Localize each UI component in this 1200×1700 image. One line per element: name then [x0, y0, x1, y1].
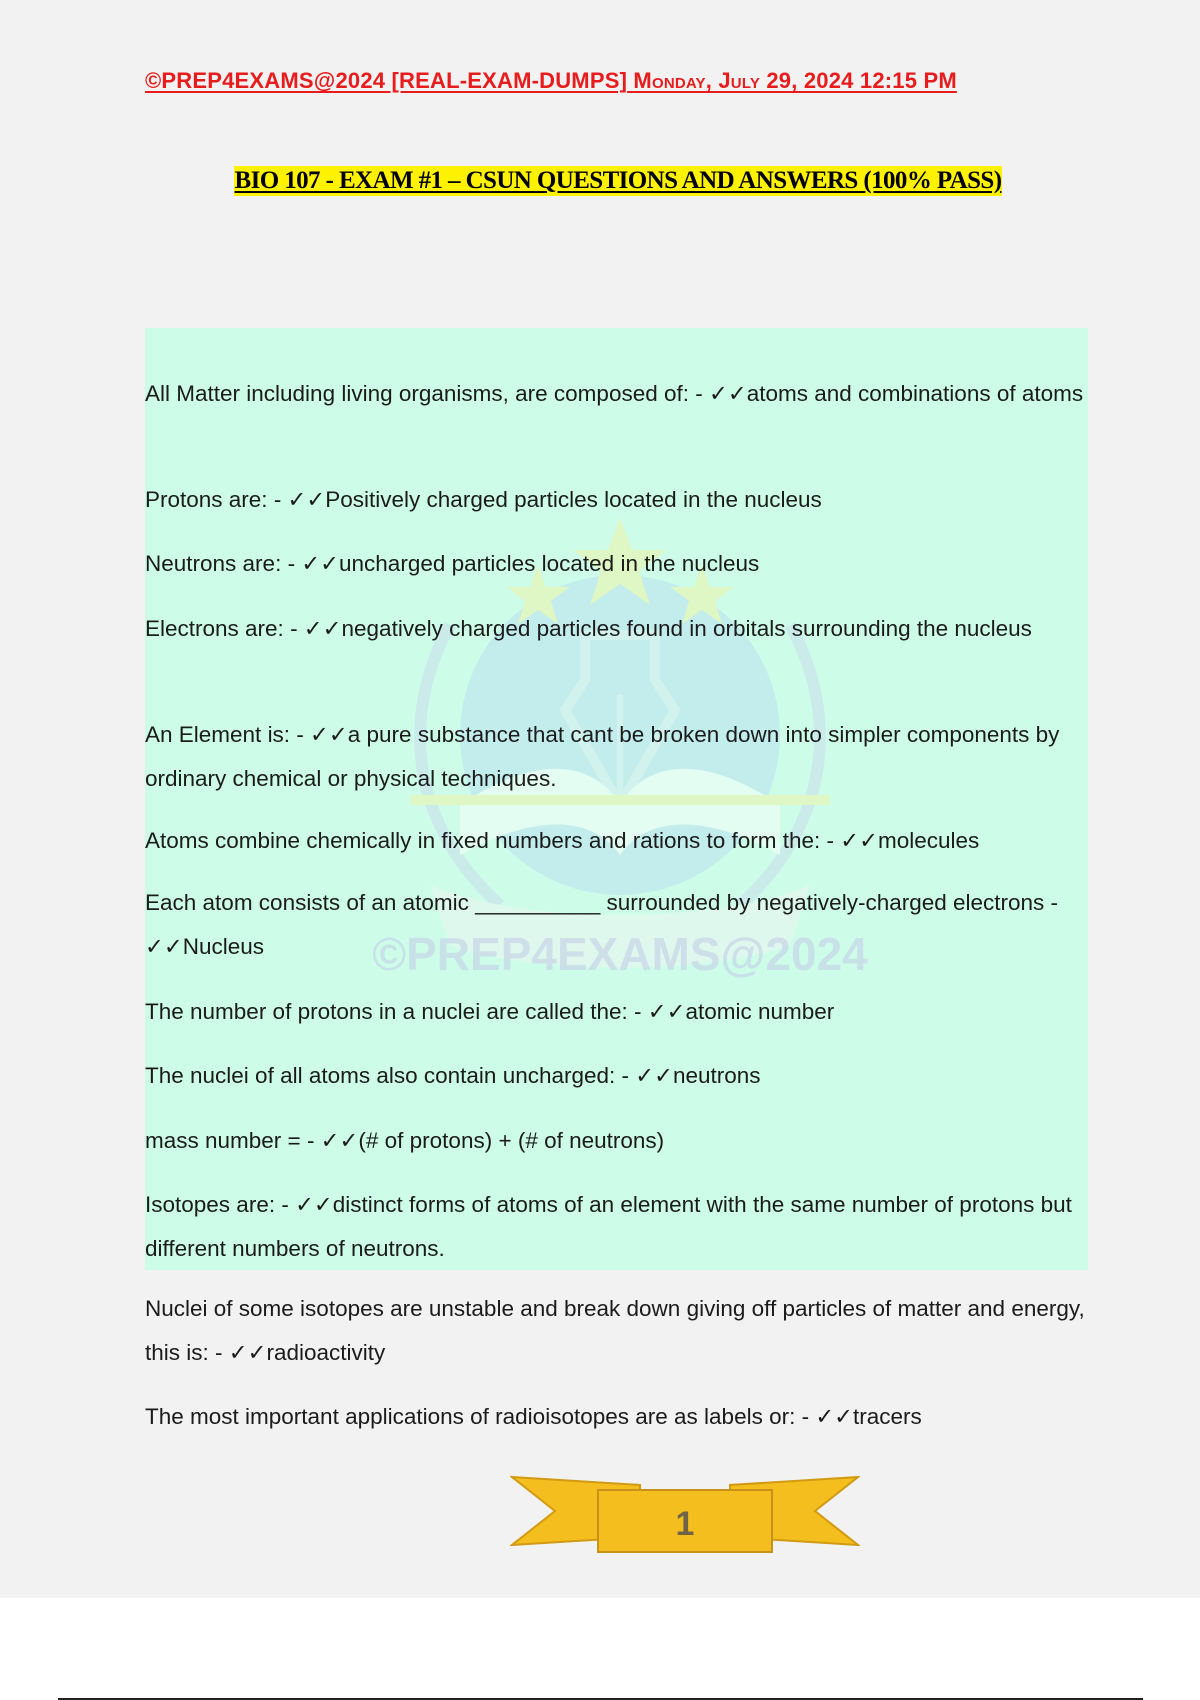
qa-item: All Matter including living organisms, are composed of: - ✓✓atoms and combinations of atoms [145, 381, 1084, 406]
watermark-text: ©PREP4EXAMS@2024 [372, 928, 868, 980]
header-prefix: ©PREP4EXAMS@2024 [REAL-EXAM-DUMPS] [145, 68, 628, 93]
qa-item: The most important applications of radioisotopes are as labels or: - ✓✓tracers [145, 1404, 922, 1429]
qa-item: Neutrons are: - ✓✓uncharged particles located in the nucleus [145, 551, 760, 576]
qa-item: The nuclei of all atoms also contain uncharged: - ✓✓neutrons [145, 1063, 761, 1088]
qa-item: Electrons are: - ✓✓negatively charged particles found in orbitals surrounding the nucleus [145, 616, 1032, 641]
qa-item: The number of protons in a nuclei are called the: - ✓✓atomic number [145, 999, 835, 1024]
qa-item: Isotopes are: - ✓✓distinct forms of atoms of an element with the same number of protons but different numbers of neutrons. [145, 1192, 1072, 1261]
qa-item: Protons are: - ✓✓Positively charged particles located in the nucleus [145, 487, 822, 512]
page-number: 1 [675, 1505, 695, 1543]
qa-item: Atoms combine chemically in fixed numbers and rations to form the: - ✓✓molecules [145, 828, 980, 853]
qa-item: An Element is: - ✓✓a pure substance that cant be broken down into simpler components by ordinary chemical or physical techniques. [145, 722, 1060, 791]
page-number-badge [510, 1475, 860, 1560]
qa-item: Nuclei of some isotopes are unstable and break down giving off particles of matter and energy, this is: - ✓✓radioactivity [145, 1296, 1085, 1365]
qa-item: Each atom consists of an atomic __________ surrounded by negatively-charged electrons - ✓✓Nucleus [145, 890, 1059, 959]
header-datetime: Monday, July 29, 2024 12:15 PM [633, 68, 957, 93]
document-title: BIO 107 - EXAM #1 – CSUN QUESTIONS AND ANSWERS (100% PASS) [234, 167, 1002, 194]
page-header [145, 68, 1085, 94]
qa-item: mass number = - ✓✓(# of protons) + (# of neutrons) [145, 1128, 665, 1153]
